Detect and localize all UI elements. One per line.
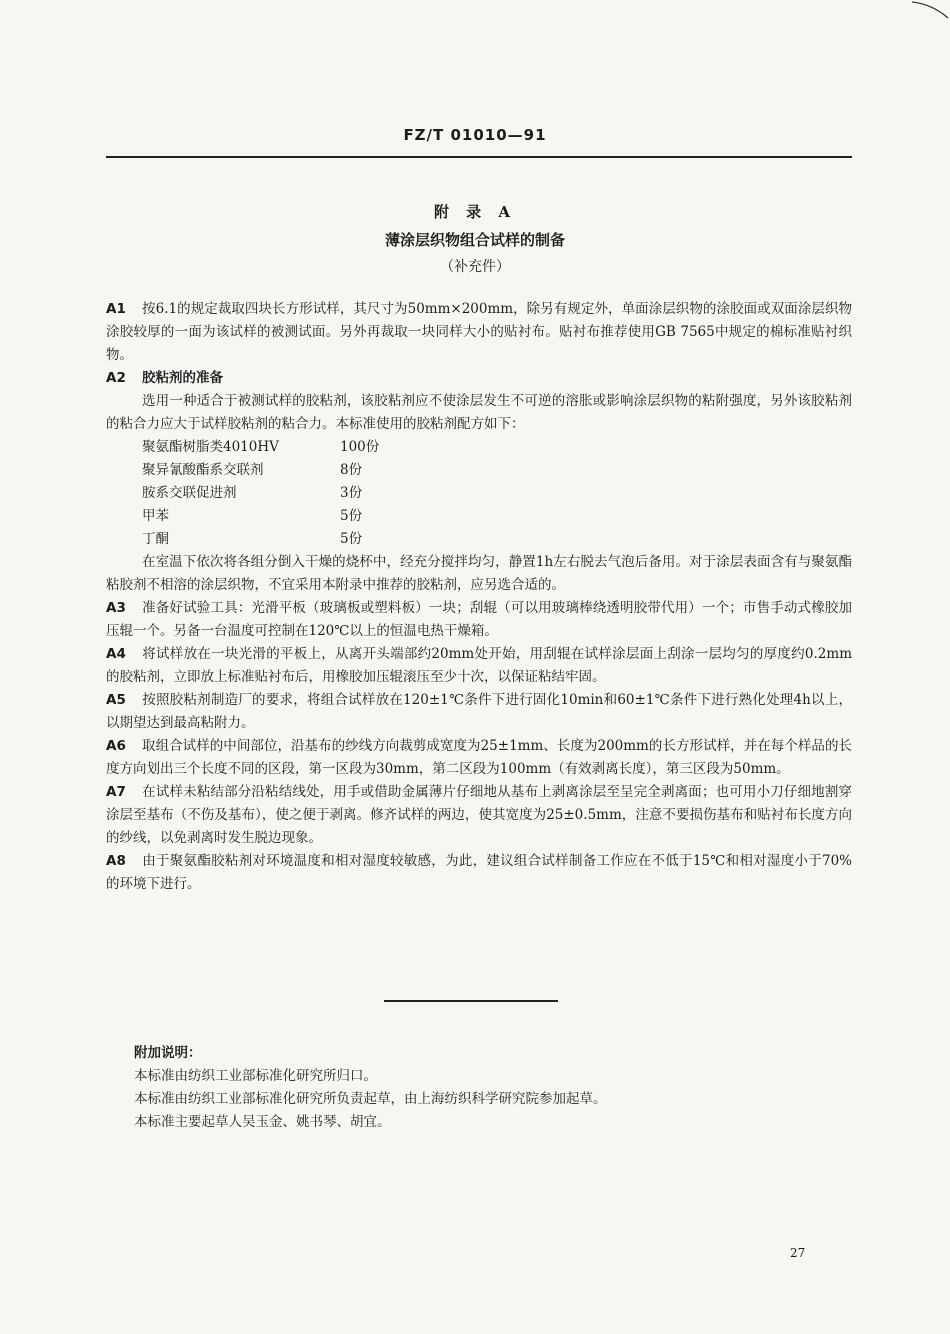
appendix-label: 附 录 A — [433, 203, 517, 221]
section-text: 按6.1的规定裁取四块长方形试样，其尺寸为50mm×200mm，除另有规定外，单面涂层织物的涂胶面或双面涂层织物涂胶较厚的一面为该试样的被测试面。另外再裁取一块同样大小的贴衬布。贴衬布推荐使用GB 7565中规定的棉标准贴衬织物。 — [106, 301, 852, 363]
section-text: 准备好试验工具：光滑平板（玻璃板或塑料板）一块；刮辊（可以用玻璃棒绕透明胶带代用）一个；市售手动式橡胶加压辊一个。另备一台温度可控制在120℃以上的恒温电热干燥箱。 — [106, 600, 852, 639]
notes-line: 本标准由纺织工业部标准化研究所归口。 — [134, 1068, 377, 1084]
formula-row — [142, 459, 852, 482]
formula-row — [142, 505, 852, 528]
notes-title: 附加说明： — [134, 1045, 202, 1061]
component-amount: 8份 — [340, 462, 363, 478]
appendix-subtitle: （补充件） — [440, 259, 510, 275]
section-label: A3 — [106, 600, 126, 616]
section-a6 — [106, 735, 852, 781]
component-name: 聚异氰酸酯系交联剂 — [142, 462, 264, 478]
appendix-body — [106, 298, 852, 896]
component-name: 丁酮 — [142, 531, 169, 547]
section-a5 — [106, 689, 852, 735]
section-label: A1 — [106, 301, 126, 317]
section-text: 按照胶粘剂制造厂的要求，将组合试样放在120±1℃条件下进行固化10min和60±1℃条件下进行熟化处理4h以上，以期望达到最高粘附力。 — [106, 692, 852, 731]
section-label: A4 — [106, 646, 126, 662]
section-a8 — [106, 850, 852, 896]
component-amount: 3份 — [340, 485, 363, 501]
header-rule — [106, 156, 852, 158]
component-amount: 5份 — [340, 508, 363, 524]
component-amount: 5份 — [340, 531, 363, 547]
section-label: A2 — [106, 370, 126, 386]
section-divider — [384, 1000, 558, 1002]
section-label: A5 — [106, 692, 126, 708]
notes-line: 本标准由纺织工业部标准化研究所负责起草，由上海纺织科学研究院参加起草。 — [134, 1091, 607, 1107]
section-a1 — [106, 298, 852, 367]
component-amount: 100份 — [340, 439, 380, 455]
component-name: 甲苯 — [142, 508, 169, 524]
formula-row — [142, 528, 852, 551]
standard-number: FZ/T 01010—91 — [403, 126, 547, 144]
section-label: A8 — [106, 853, 126, 869]
section-text: 将试样放在一块光滑的平板上，从离开头端部约20mm处开始，用刮辊在试样涂层面上刮涂一层均匀的厚度约0.2mm的胶粘剂，立即放上标准贴衬布后，用橡胶加压辊滚压至少十次，以保证粘结牢固。 — [106, 646, 852, 685]
section-text: 在试样未粘结部分沿粘结线处，用手或借助金属薄片仔细地从基布上剥离涂层至呈完全剥离面；也可用小刀仔细地割穿涂层至基布（不伤及基布），使之便于剥离。修齐试样的两边，使其宽度为25±0.5mm，注意不要损伤基布和贴衬布长度方向的纱线，以免剥离时发生脱边现象。 — [106, 784, 852, 846]
scan-artifact — [910, 0, 950, 20]
appendix-title: 薄涂层织物组合试样的制备 — [384, 231, 565, 249]
section-label: A7 — [106, 784, 126, 800]
section-a3 — [106, 597, 852, 643]
page-number: 27 — [790, 1246, 806, 1260]
additional-notes — [134, 1042, 607, 1134]
section-a7 — [106, 781, 852, 850]
section-label: A6 — [106, 738, 126, 754]
notes-line: 本标准主要起草人吴玉金、姚书琴、胡宜。 — [134, 1114, 391, 1130]
section-text: 由于聚氨酯胶粘剂对环境温度和相对湿度较敏感，为此，建议组合试样制备工作应在不低于15℃和相对湿度小于70%的环境下进行。 — [106, 853, 852, 892]
section-a2-intro: 选用一种适合于被测试样的胶粘剂，该胶粘剂应不使涂层发生不可逆的溶胀或影响涂层织物的粘附强度，另外该胶粘剂的粘合力应大于试样胶粘剂的粘合力。本标准使用的胶粘剂配方如下： — [106, 393, 852, 432]
section-heading: 胶粘剂的准备 — [142, 370, 223, 386]
section-text: 取组合试样的中间部位，沿基布的纱线方向裁剪成宽度为25±1mm、长度为200mm的长方形试样，并在每个样品的长度方向划出三个长度不同的区段，第一区段为30mm，第二区段为100mm（有效剥离长度），第三区段为50mm。 — [106, 738, 852, 777]
component-name: 胺系交联促进剂 — [142, 485, 237, 501]
section-a4 — [106, 643, 852, 689]
formula-row — [142, 436, 852, 459]
section-a2-after: 在室温下依次将各组分倒入干燥的烧杯中，经充分搅拌均匀，静置1h左右脱去气泡后备用。对于涂层表面含有与聚氨酯粘胶剂不相溶的涂层织物，不宜采用本附录中推荐的胶粘剂，应另选合适的。 — [106, 554, 852, 593]
section-a2-heading — [106, 367, 852, 390]
formula-row — [142, 482, 852, 505]
component-name: 聚氨酯树脂类4010HV — [142, 439, 279, 455]
adhesive-formula — [142, 436, 852, 551]
